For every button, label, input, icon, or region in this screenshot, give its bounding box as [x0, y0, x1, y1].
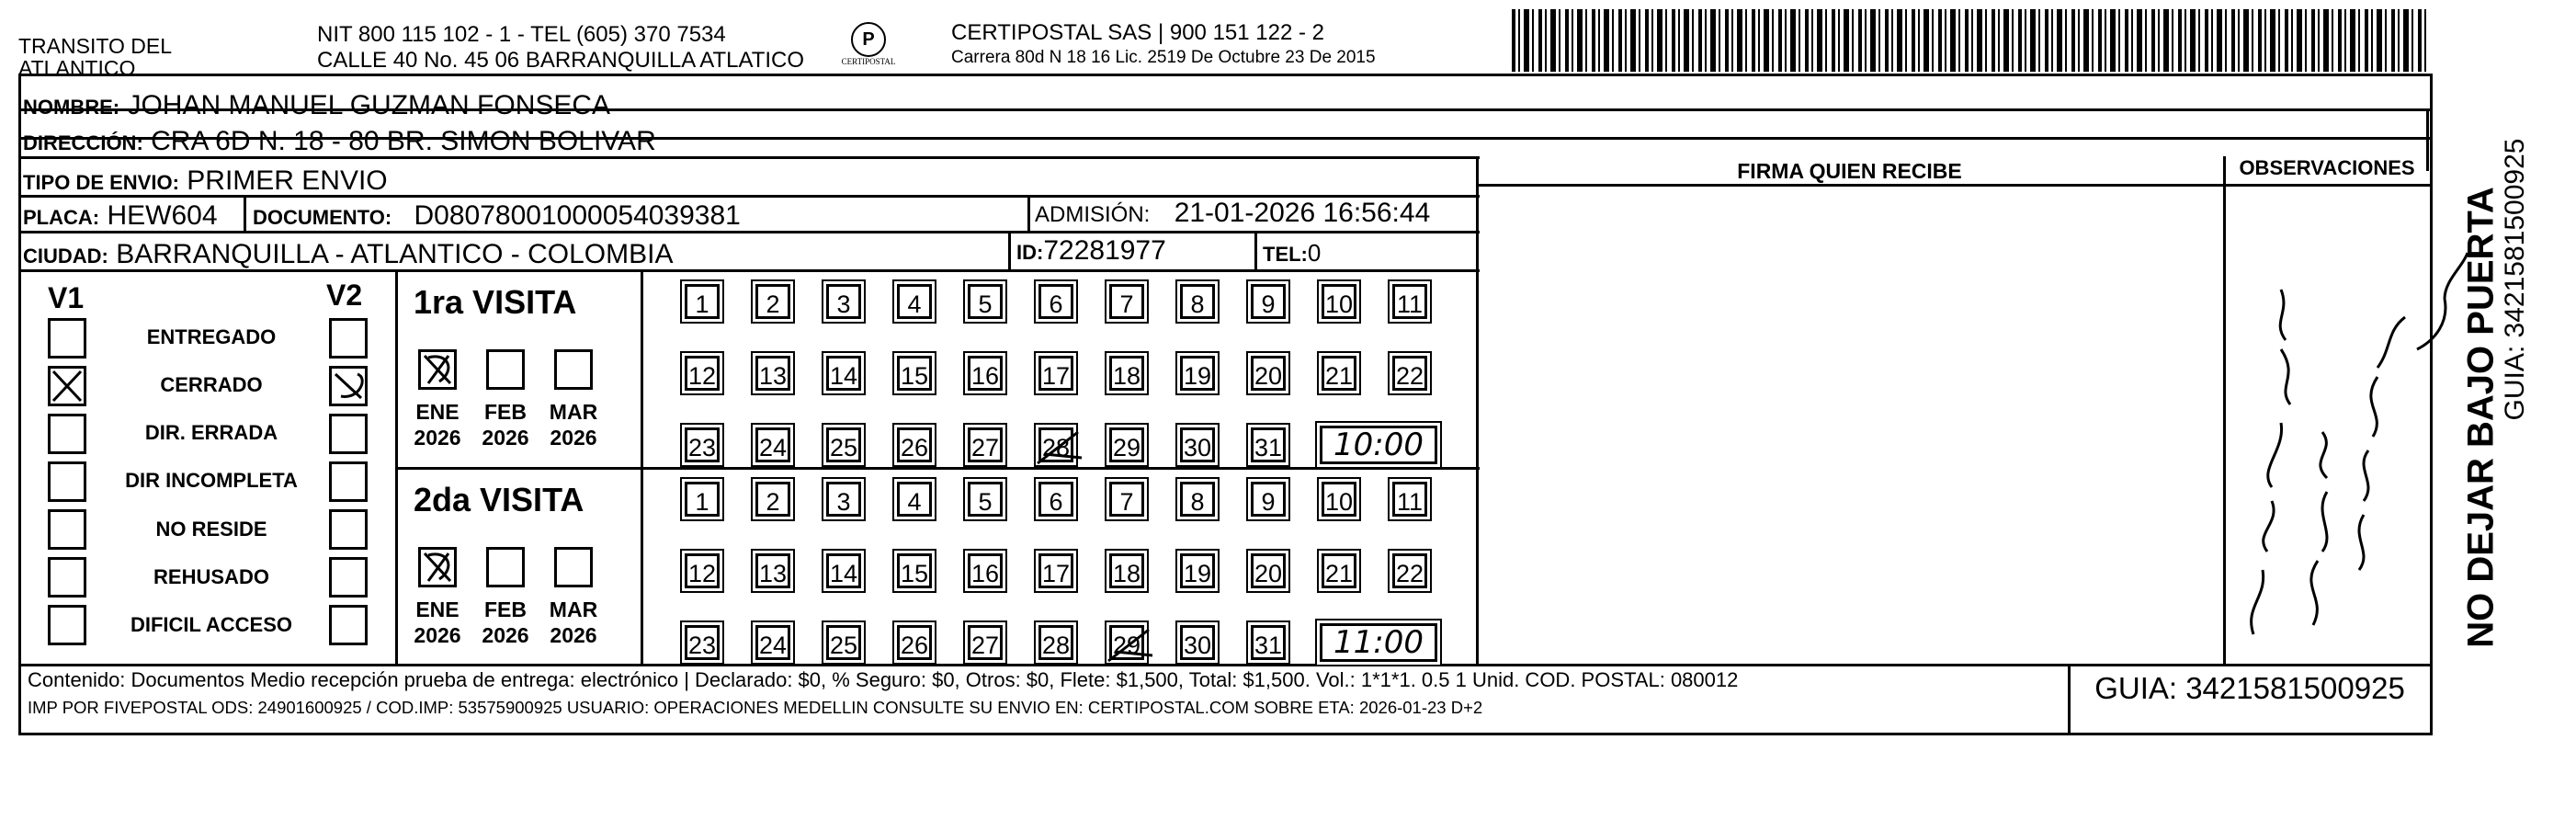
day-box[interactable]: 3	[826, 284, 861, 319]
day-box[interactable]: 10	[1322, 284, 1356, 319]
day-box[interactable]: 13	[755, 356, 790, 391]
tipo-envio-label: TIPO DE ENVIO:	[23, 171, 179, 194]
placa-value: HEW604	[107, 200, 218, 231]
month-checkbox-ene[interactable]	[418, 349, 457, 390]
day-box[interactable]: 30	[1180, 427, 1215, 462]
day-box[interactable]: 14	[826, 553, 861, 588]
day-box[interactable]: 15	[897, 553, 932, 588]
v2-label: V2	[326, 279, 363, 312]
day-box[interactable]: 5	[968, 284, 1003, 319]
v1-checkbox-5[interactable]	[48, 509, 86, 550]
ciudad-label: CIUDAD:	[23, 245, 108, 268]
firma-label: FIRMA QUIEN RECIBE	[1737, 159, 1962, 183]
observaciones-handwriting	[2226, 276, 2410, 653]
day-box[interactable]: 24	[755, 427, 790, 462]
side-guia: GUIA: 3421581500925	[2500, 138, 2530, 421]
day-box[interactable]: 13	[755, 553, 790, 588]
id-label: ID:	[1016, 241, 1044, 264]
day-box[interactable]: 21	[1322, 356, 1356, 391]
v2-checkbox-3[interactable]	[329, 414, 368, 454]
admision-label: ADMISIÓN:	[1035, 202, 1151, 227]
day-box[interactable]: 31	[1251, 427, 1286, 462]
day-box[interactable]: 5	[968, 482, 1003, 517]
courier-line: CERTIPOSTAL SAS | 900 151 122 - 2	[951, 20, 1324, 45]
observaciones-label: OBSERVACIONES	[2239, 156, 2415, 179]
reason-dir-errada: DIR. ERRADA	[144, 421, 278, 444]
day-box[interactable]: 27	[968, 625, 1003, 660]
day-box[interactable]: 25	[826, 625, 861, 660]
reason-no-reside: NO RESIDE	[155, 518, 267, 541]
v2-checkbox-2[interactable]	[329, 366, 368, 406]
day-box[interactable]: 17	[1038, 553, 1073, 588]
ciudad-value: BARRANQUILLA - ATLANTICO - COLOMBIA	[116, 239, 674, 269]
day-box[interactable]: 2	[755, 482, 790, 517]
reason-dificil-acceso: DIFICIL ACCESO	[130, 613, 292, 636]
day-box[interactable]: 22	[1392, 553, 1427, 588]
day-box[interactable]: 14	[826, 356, 861, 391]
sender-line-1: TRANSITO DEL	[18, 34, 172, 58]
direccion-row	[23, 127, 656, 158]
visit-title-1: 1ra VISITA	[414, 283, 577, 321]
admision-field	[1035, 199, 1430, 230]
day-box[interactable]: 6	[1038, 284, 1073, 319]
v2-checkbox-7[interactable]	[329, 605, 368, 645]
visit-title-2: 2da VISITA	[414, 481, 584, 518]
day-box[interactable]: 18	[1109, 356, 1144, 391]
month-label-ene: ENE 2026	[414, 400, 461, 450]
day-box[interactable]: 28	[1038, 427, 1073, 462]
month-checkbox-ene[interactable]	[418, 547, 457, 587]
v1-checkbox-7[interactable]	[48, 605, 86, 645]
v1-checkbox-1[interactable]	[48, 318, 86, 359]
day-box[interactable]: 10	[1322, 482, 1356, 517]
day-box[interactable]: 15	[897, 356, 932, 391]
day-box[interactable]: 3	[826, 482, 861, 517]
reason-rehusado: REHUSADO	[153, 565, 269, 588]
day-box[interactable]: 1	[685, 482, 720, 517]
tel-field	[1263, 238, 1321, 269]
day-box[interactable]: 12	[685, 553, 720, 588]
day-box[interactable]: 4	[897, 284, 932, 319]
day-box[interactable]: 2	[755, 284, 790, 319]
direccion-value: CRA 6D N. 18 - 80 BR. SIMON BOLIVAR	[151, 126, 656, 156]
day-box[interactable]: 19	[1180, 553, 1215, 588]
day-box[interactable]: 7	[1109, 284, 1144, 319]
documento-label: DOCUMENTO:	[253, 206, 392, 229]
sender-line-2: ATLANTICO	[18, 56, 136, 80]
day-box[interactable]: 31	[1251, 625, 1286, 660]
day-box[interactable]: 8	[1180, 482, 1215, 517]
certipostal-logo: P CERTIPOSTAL	[832, 22, 905, 74]
reason-cerrado: CERRADO	[160, 373, 263, 396]
day-box[interactable]: 9	[1251, 482, 1286, 517]
month-checkbox-feb[interactable]	[486, 547, 525, 587]
day-box[interactable]: 1	[685, 284, 720, 319]
id-value: 72281977	[1043, 235, 1166, 266]
v1-checkbox-4[interactable]	[48, 461, 86, 502]
signature-area[interactable]	[1480, 187, 2220, 661]
visit-time-box[interactable]: 11:00	[1320, 623, 1437, 662]
v1-checkbox-6[interactable]	[48, 557, 86, 598]
day-box[interactable]: 25	[826, 427, 861, 462]
sender-contact	[317, 23, 804, 73]
documento-value: D08078001000054039381	[414, 200, 741, 231]
visit-time-box[interactable]: 10:00	[1320, 426, 1437, 464]
admision-value: 21-01-2026 16:56:44	[1174, 198, 1431, 228]
direccion-label: DIRECCIÓN:	[23, 131, 143, 154]
month-label-mar: MAR 2026	[549, 400, 598, 450]
day-box[interactable]: 28	[1038, 625, 1073, 660]
tipo-envio-value: PRIMER ENVIO	[187, 165, 388, 196]
nombre-value: JOHAN MANUEL GUZMAN FONSECA	[127, 90, 611, 120]
day-box[interactable]: 17	[1038, 356, 1073, 391]
documento-field	[253, 201, 741, 233]
month-label-feb: FEB 2026	[482, 598, 529, 647]
day-box[interactable]: 12	[685, 356, 720, 391]
license-line: Carrera 80d N 18 16 Lic. 2519 De Octubre 23 De 2015	[951, 48, 1376, 67]
tel-label: TEL:	[1263, 243, 1308, 266]
v1-checkbox-3[interactable]	[48, 414, 86, 454]
side-warning: NO DEJAR BAJO PUERTA	[2460, 187, 2502, 648]
month-label-ene: ENE 2026	[414, 598, 461, 647]
imp-line: IMP POR FIVEPOSTAL ODS: 24901600925 / COD.IMP: 53575900925 USUARIO: OPERACIONES MEDELLIN CONSULTE SU ENVIO EN: CERTIPOSTAL.COM SOBRE ETA: 2026-01-23 D+2	[28, 698, 1483, 717]
nombre-row	[23, 91, 610, 122]
courier-info	[951, 20, 1376, 70]
v2-checkbox-6[interactable]	[329, 557, 368, 598]
day-box[interactable]: 6	[1038, 482, 1073, 517]
reason-entregado: ENTREGADO	[146, 325, 277, 348]
day-box[interactable]: 24	[755, 625, 790, 660]
day-box[interactable]: 26	[897, 427, 932, 462]
day-box[interactable]: 26	[897, 625, 932, 660]
address-line: CALLE 40 No. 45 06 BARRANQUILLA ATLATICO	[317, 48, 805, 73]
tel-value: 0	[1307, 239, 1322, 267]
day-box[interactable]: 8	[1180, 284, 1215, 319]
day-box[interactable]: 27	[968, 427, 1003, 462]
nombre-label: NOMBRE:	[23, 96, 120, 119]
month-checkbox-feb[interactable]	[486, 349, 525, 390]
side-scribble	[2408, 248, 2472, 359]
day-box[interactable]: 9	[1251, 284, 1286, 319]
day-box[interactable]: 23	[685, 625, 720, 660]
nit-line: NIT 800 115 102 - 1 - TEL (605) 370 7534	[317, 22, 726, 47]
day-box[interactable]: 11	[1392, 284, 1427, 319]
day-box[interactable]: 7	[1109, 482, 1144, 517]
day-box[interactable]: 29	[1109, 625, 1144, 660]
v1-checkbox-2[interactable]	[48, 366, 86, 406]
barcode	[1512, 9, 2426, 72]
v2-checkbox-1[interactable]	[329, 318, 368, 359]
day-box[interactable]: 29	[1109, 427, 1144, 462]
day-box[interactable]: 18	[1109, 553, 1144, 588]
day-box[interactable]: 20	[1251, 553, 1286, 588]
day-box[interactable]: 30	[1180, 625, 1215, 660]
reason-dir-incompleta: DIR INCOMPLETA	[125, 469, 298, 492]
month-label-mar: MAR 2026	[549, 598, 598, 647]
id-field	[1016, 236, 1166, 268]
guia-footer: GUIA: 3421581500925	[2094, 671, 2405, 705]
day-box[interactable]: 19	[1180, 356, 1215, 391]
day-box[interactable]: 20	[1251, 356, 1286, 391]
day-box[interactable]: 21	[1322, 553, 1356, 588]
contenido-line: Contenido: Documentos Medio recepción prueba de entrega: electrónico | Declarado: $0, % Seguro: $0, Otros: $0, Flete: $1,500, Total: $1,500. Vol.: 1*1*1. 0.5 1 Unid. COD. POSTAL: 080012	[28, 668, 1739, 691]
v2-checkbox-4[interactable]	[329, 461, 368, 502]
day-box[interactable]: 4	[897, 482, 932, 517]
sender-name	[18, 35, 172, 79]
v1-label: V1	[48, 281, 85, 314]
month-label-feb: FEB 2026	[482, 400, 529, 450]
day-box[interactable]: 16	[968, 356, 1003, 391]
placa-label: PLACA:	[23, 206, 100, 229]
day-box[interactable]: 16	[968, 553, 1003, 588]
month-checkbox-mar[interactable]	[554, 349, 593, 390]
v2-checkbox-5[interactable]	[329, 509, 368, 550]
day-box[interactable]: 23	[685, 427, 720, 462]
day-box[interactable]: 22	[1392, 356, 1427, 391]
placa-field	[23, 201, 218, 233]
day-box[interactable]: 11	[1392, 482, 1427, 517]
tipo-envio-row	[23, 166, 388, 198]
ciudad-field	[23, 240, 673, 271]
month-checkbox-mar[interactable]	[554, 547, 593, 587]
